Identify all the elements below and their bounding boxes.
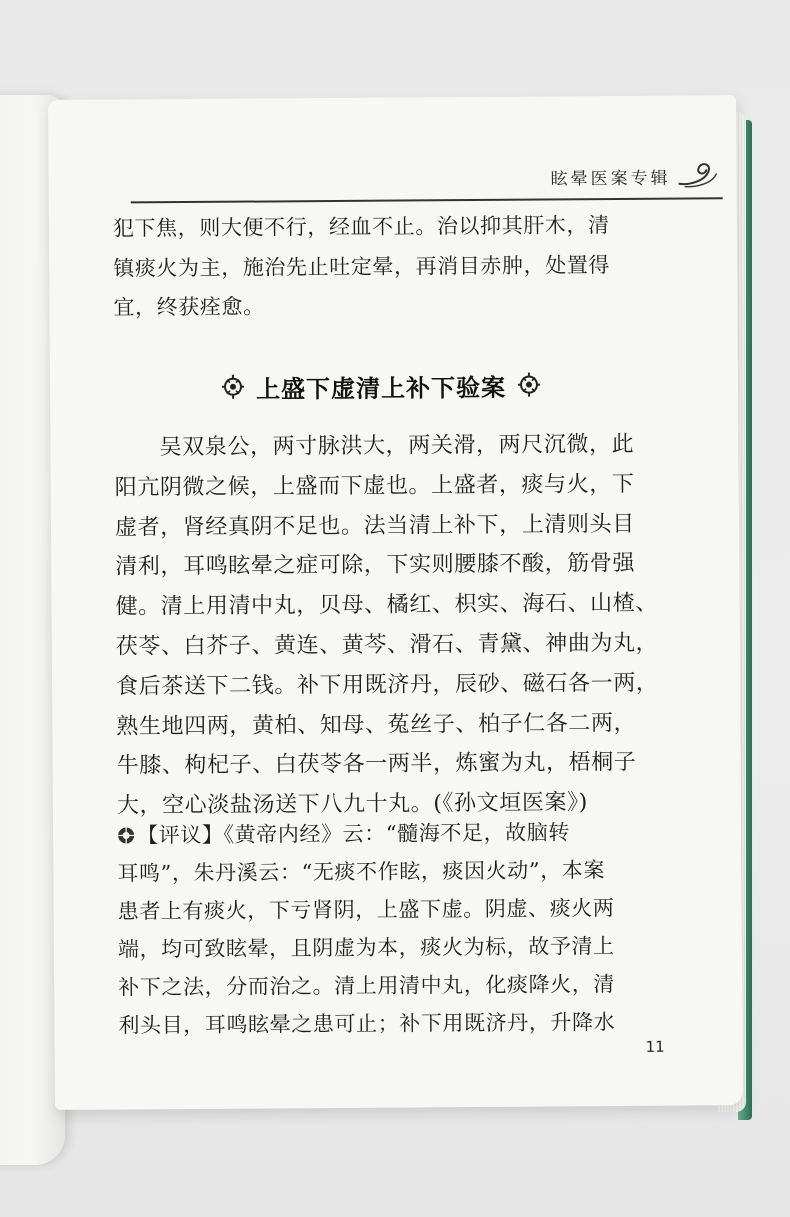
page-header — [130, 163, 722, 197]
continued-paragraph — [113, 206, 650, 328]
swirl-ornament-icon — [674, 159, 718, 189]
right-ornament-icon — [518, 372, 540, 398]
running-title: 眩晕医案专辑 — [550, 168, 671, 190]
text-line: 补下之法，分而治之。清上用清中丸，化痰降火，清 — [118, 972, 616, 1000]
text-line: 牛膝、枸杞子、白茯苓各一两半，炼蜜为丸，梧桐子 — [116, 750, 637, 779]
text-line: 端，均可致眩晕，且阴虚为本，痰火为标，故予清上 — [117, 934, 615, 962]
text-line: 茯苓、白芥子、黄连、黄芩、滑石、青黛、神曲为丸， — [115, 630, 659, 660]
commentary-bullet-icon — [117, 826, 135, 844]
section-heading — [222, 365, 540, 407]
text-line: 虚者，肾经真阴不足也。法当清上补下，上清则头目 — [114, 511, 635, 541]
text-line: 熟生地四两，黄柏、知母、菟丝子、柏子仁各二两， — [116, 710, 637, 740]
page-number: 11 — [645, 1037, 665, 1056]
text-line: 利头目，耳鸣眩晕之患可止；补下用既济丹，升降水 — [118, 1010, 616, 1038]
commentary — [117, 813, 655, 1045]
text-line: 患者上有痰火，下亏肾阴，上盛下虚。阴虚、痰火两 — [117, 896, 615, 924]
case-text — [114, 425, 659, 827]
text-line: 吴双泉公，两寸脉洪大，两关滑，两尺沉微，此 — [159, 431, 635, 461]
text-line: 耳鸣”，朱丹溪云：“无痰不作眩，痰因火动”，本案 — [117, 858, 606, 886]
text-line: 阳亢阴微之候，上盛而下虚也。上盛者，痰与火，下 — [114, 471, 635, 501]
section-title: 上盛下虚清上补下验案 — [255, 373, 507, 404]
text-line: 健。清上用清中丸，贝母、橘红、枳实、海石、山楂、 — [115, 590, 659, 620]
text-line: 镇痰火为主，施治先止吐定晕，再消目赤肿，处置得 — [113, 252, 611, 281]
left-ornament-icon — [222, 374, 244, 400]
text-line: 犯下焦，则大便不行，经血不止。治以抑其肝木，清 — [112, 213, 610, 241]
header-rule — [131, 197, 723, 203]
text-line: 【评议】《黄帝内经》云：“髓海不足，故脑转 — [117, 813, 653, 855]
text-line: 大，空心淡盐汤送下八九十丸。(《孙文垣医案》) — [116, 790, 588, 819]
text-line: 宜，终获痊愈。 — [113, 294, 265, 320]
book-page — [48, 95, 743, 1110]
text-line: 清利，耳鸣眩晕之症可除，下实则腰膝不酸，筋骨强 — [115, 551, 636, 580]
text-line: 食后茶送下二钱。补下用既济丹，辰砂、磁石各一两， — [116, 670, 659, 700]
